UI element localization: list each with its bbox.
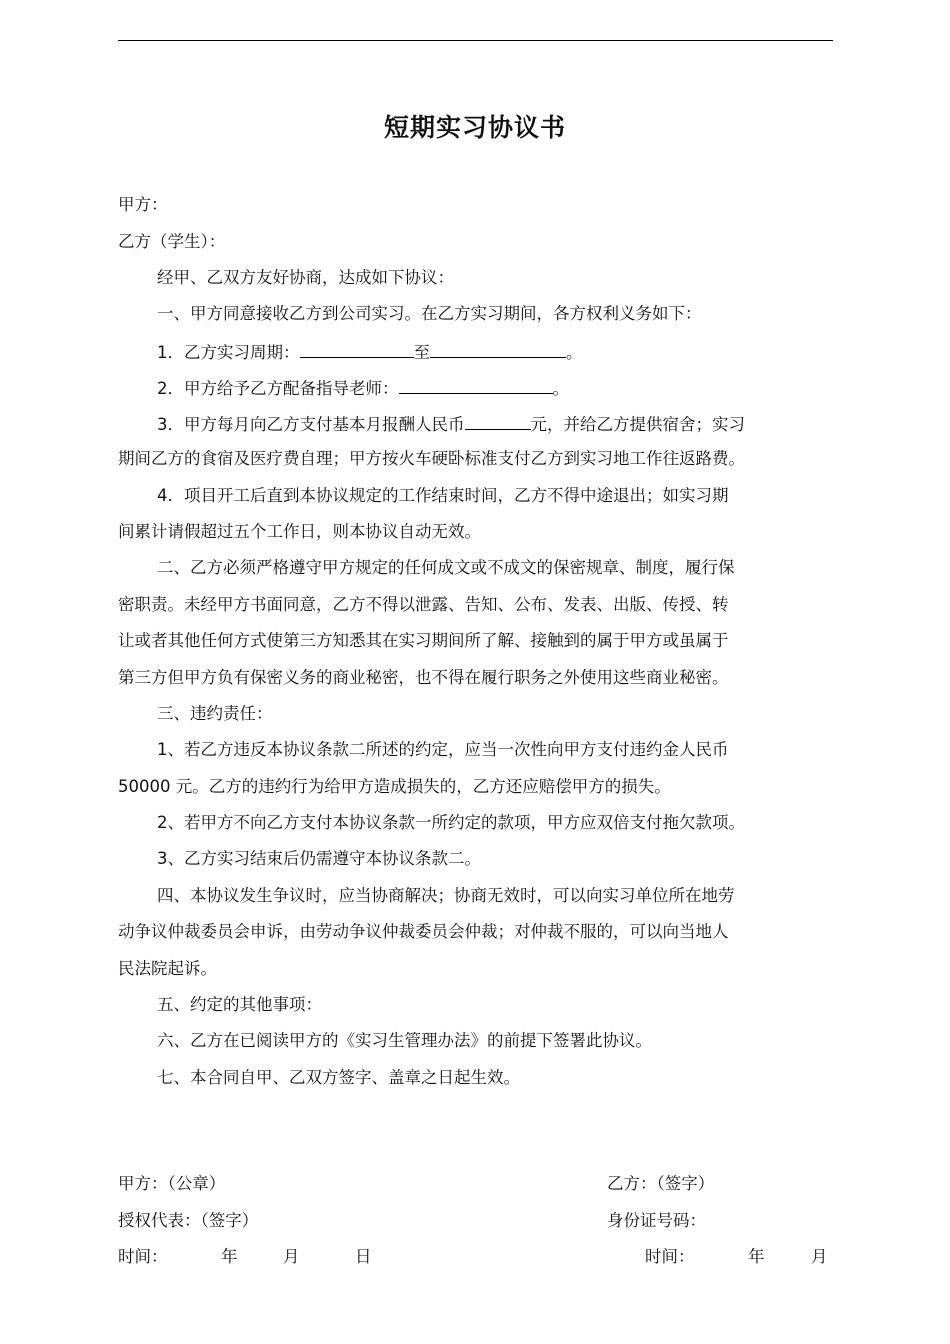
- clause-2-line-3: 让或者其他任何方式使第三方知悉其在实习期间所了解、接触到的属于甲方或虽属于: [118, 631, 729, 650]
- instructor-blank: [399, 375, 553, 394]
- party-b-id-number: 身份证号码：: [607, 1211, 706, 1230]
- item-1-label: 1．乙方实习周期：: [157, 343, 300, 362]
- party-a-seal: 甲方：（公章）: [118, 1174, 226, 1193]
- salary-blank: [465, 411, 531, 430]
- clause-3-item-1-cont: 50000 元。乙方的违约行为给甲方造成损失的，乙方还应赔偿甲方的损失。: [118, 777, 671, 796]
- party-b-time-label: 时间：: [645, 1247, 695, 1266]
- start-date-blank: [300, 339, 414, 358]
- clause-1-item-2: [157, 375, 569, 401]
- clause-3-heading: 三、违约责任：: [157, 704, 273, 723]
- clause-1-item-1: [157, 339, 583, 365]
- item-3-rest: 元，并给乙方提供宿舍；实习: [530, 415, 745, 434]
- end-date-blank: [430, 339, 566, 358]
- clause-3-item-2: 2、若甲方不向乙方支付本协议条款一所约定的款项，甲方应双倍支付拖欠款项。: [157, 813, 745, 832]
- party-b-line: 乙方（学生）：: [118, 232, 226, 251]
- party-a-day: 日: [355, 1247, 372, 1266]
- party-b-year: 年: [748, 1247, 765, 1266]
- clause-2-line-2: 密职责。未经甲方书面同意，乙方不得以泄露、告知、公布、发表、出版、传授、转: [118, 595, 729, 614]
- clause-4-line-2: 动争议仲裁委员会申诉，由劳动争议仲裁委员会仲裁；对仲裁不服的，可以向当地人: [118, 922, 729, 941]
- item-1-end: 。: [566, 343, 583, 362]
- intro-paragraph: 经甲、乙双方友好协商，达成如下协议：: [157, 268, 454, 287]
- clause-1-item-3: [157, 411, 745, 437]
- clause-1-heading: 一、甲方同意接收乙方到公司实习。在乙方实习期间，各方权利义务如下：: [157, 304, 702, 323]
- party-a-representative: 授权代表：（签字）: [118, 1211, 259, 1230]
- clause-7: 七、本合同自甲、乙双方签字、盖章之日起生效。: [157, 1068, 520, 1087]
- header-rule: [118, 40, 833, 41]
- party-a-month: 月: [283, 1247, 300, 1266]
- party-b-signature: 乙方：（签字）: [607, 1174, 715, 1193]
- item-2-label: 2．甲方给予乙方配备指导老师：: [157, 379, 399, 398]
- party-b-month: 月: [811, 1247, 828, 1266]
- party-a-line: 甲方：: [118, 195, 168, 214]
- item-3-label: 3．甲方每月向乙方支付基本月报酬人民币: [157, 415, 465, 434]
- clause-2-line-4: 第三方但甲方负有保密义务的商业秘密，也不得在履行职务之外使用这些商业秘密。: [118, 668, 729, 687]
- clause-1-item-4: 4．项目开工后直到本协议规定的工作结束时间，乙方不得中途退出；如实习期: [157, 486, 729, 505]
- clause-1-item-3-cont: 期间乙方的食宿及医疗费自理；甲方按火车硬卧标准支付乙方到实习地工作往返路费。: [118, 449, 745, 468]
- clause-6: 六、乙方在已阅读甲方的《实习生管理办法》的前提下签署此协议。: [157, 1031, 652, 1050]
- item-2-end: 。: [552, 379, 569, 398]
- clause-2-line-1: 二、乙方必须严格遵守甲方规定的任何成文或不成文的保密规章、制度，履行保: [157, 558, 735, 577]
- clause-4-line-1: 四、本协议发生争议时，应当协商解决；协商无效时，可以向实习单位所在地劳: [157, 886, 735, 905]
- item-1-to: 至: [413, 343, 430, 362]
- party-a-time-label: 时间：: [118, 1247, 168, 1266]
- party-a-year: 年: [221, 1247, 238, 1266]
- clause-4-line-3: 民法院起诉。: [118, 959, 217, 978]
- clause-5: 五、约定的其他事项：: [157, 995, 322, 1014]
- clause-3-item-1: 1、若乙方违反本协议条款二所述的约定，应当一次性向甲方支付违约金人民币: [157, 740, 729, 759]
- clause-1-item-4-cont: 间累计请假超过五个工作日，则本协议自动无效。: [118, 522, 481, 541]
- clause-3-item-3: 3、乙方实习结束后仍需遵守本协议条款二。: [157, 849, 481, 868]
- document-title: 短期实习协议书: [383, 113, 566, 142]
